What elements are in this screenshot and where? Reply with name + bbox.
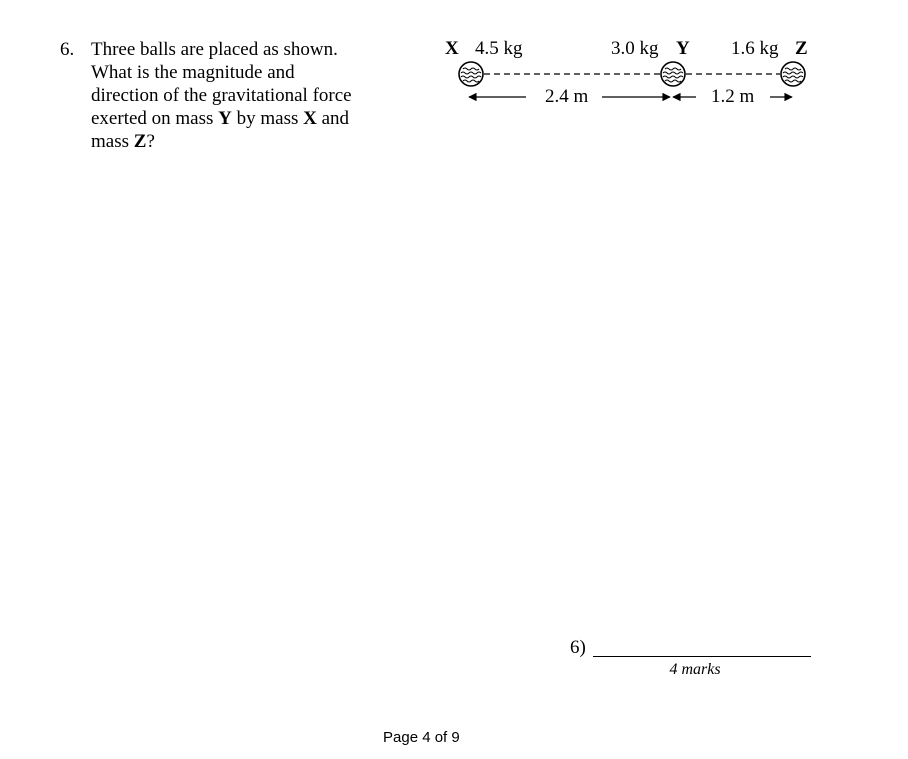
question-text bbox=[91, 38, 381, 153]
question-line-2: What is the magnitude and bbox=[91, 62, 295, 83]
question-line-4 bbox=[91, 107, 381, 130]
ball-x-mass: 4.5 kg bbox=[475, 38, 523, 59]
diagram-graphics bbox=[440, 36, 820, 116]
ball-z-mass: 1.6 kg bbox=[731, 38, 779, 59]
mass-x-ref: X bbox=[303, 108, 317, 129]
text-fragment: exerted on mass bbox=[91, 108, 219, 129]
text-fragment: mass bbox=[91, 131, 134, 152]
ball-z bbox=[781, 62, 805, 86]
three-balls-diagram bbox=[440, 36, 820, 116]
ball-x bbox=[459, 62, 483, 86]
page-footer: Page 4 of 9 bbox=[383, 729, 460, 746]
marks-label: 4 marks bbox=[669, 661, 721, 678]
answer-number-label: 6) bbox=[570, 637, 586, 658]
question-number: 6. bbox=[60, 39, 75, 60]
mass-z-ref: Z bbox=[133, 131, 147, 152]
mass-y-ref: Y bbox=[218, 108, 232, 129]
question-line-3: direction of the gravitational force bbox=[91, 85, 352, 106]
question-line-1: Three balls are placed as shown. bbox=[91, 39, 338, 60]
text-fragment: and bbox=[316, 108, 350, 129]
text-fragment: by mass bbox=[231, 108, 304, 129]
ball-x-label: X bbox=[445, 38, 459, 59]
text-fragment: ? bbox=[146, 131, 155, 152]
answer-line[interactable] bbox=[593, 656, 811, 657]
ball-y bbox=[661, 62, 685, 86]
question-line-5 bbox=[91, 130, 381, 153]
distance-yz-label: 1.2 m bbox=[711, 86, 755, 107]
ball-z-label: Z bbox=[795, 38, 808, 59]
distance-xy-label: 2.4 m bbox=[545, 86, 589, 107]
ball-y-label: Y bbox=[676, 38, 690, 59]
ball-y-mass: 3.0 kg bbox=[611, 38, 659, 59]
